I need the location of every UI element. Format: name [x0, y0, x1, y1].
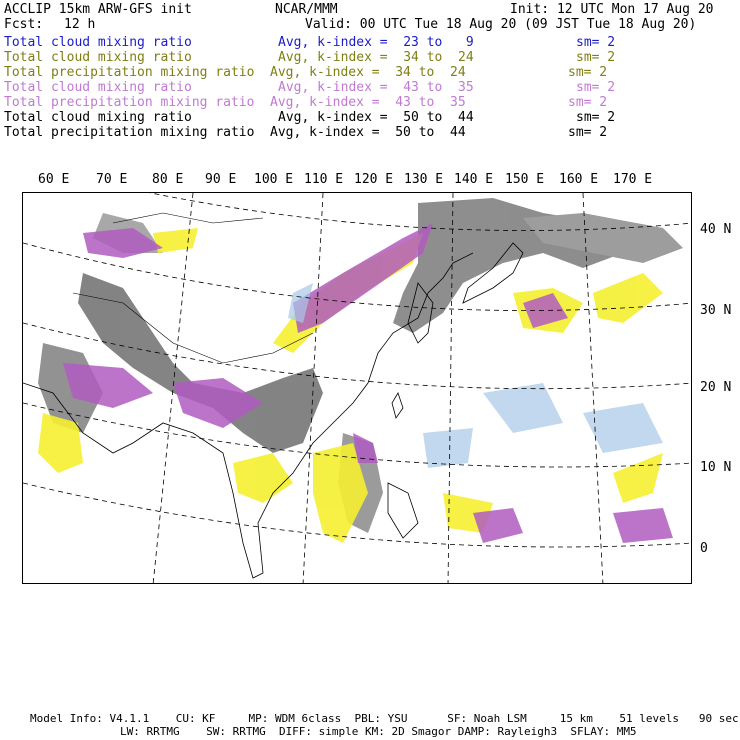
center-title: NCAR/MMM: [275, 2, 338, 17]
philippines-coastline: [388, 483, 418, 538]
lat-label: 0: [700, 541, 708, 556]
legend-avg: Avg, k-index = 23 to 9: [278, 35, 474, 50]
cloud-region: [233, 453, 293, 503]
lon-label: 120 E: [354, 172, 394, 187]
map-panel: [22, 192, 692, 584]
fcst-value: 12 h: [64, 17, 96, 32]
legend-field: Total precipitation mixing ratio: [4, 65, 255, 80]
footer-physics-info: LW: RRTMG SW: RRTMG DIFF: simple KM: 2D Smagor DAMP: Rayleigh3 SFLAY: MM5: [120, 725, 637, 738]
lon-label: 160 E: [559, 172, 599, 187]
legend-field: Total precipitation mixing ratio: [4, 125, 255, 140]
lat-label: 40 N: [700, 222, 732, 237]
legend-field: Total cloud mixing ratio: [4, 50, 192, 65]
footer-model-info: Model Info: V4.1.1 CU: KF MP: WDM 6class PBL: YSU SF: Noah LSM 15 km 51 levels 90 sec: [30, 712, 739, 725]
fcst-label: Fcst:: [4, 17, 44, 32]
valid-time: Valid: 00 UTC Tue 18 Aug 20 (09 JST Tue 18 Aug 20): [305, 17, 697, 32]
cloud-region: [153, 228, 198, 253]
lon-label: 70 E: [96, 172, 128, 187]
lat-label: 30 N: [700, 303, 732, 318]
legend-sm: sm= 2: [568, 95, 608, 110]
cloud-region: [613, 508, 673, 543]
lat-label: 10 N: [700, 460, 732, 475]
legend-sm: sm= 2: [576, 50, 616, 65]
init-time: Init: 12 UTC Mon 17 Aug 20: [510, 2, 714, 17]
lon-label: 80 E: [152, 172, 184, 187]
lon-label: 130 E: [404, 172, 444, 187]
lon-label: 100 E: [254, 172, 294, 187]
legend-avg: Avg, k-index = 43 to 35: [270, 95, 466, 110]
legend-avg: Avg, k-index = 34 to 24: [278, 50, 474, 65]
lon-label: 150 E: [505, 172, 545, 187]
lon-label: 140 E: [454, 172, 494, 187]
map-svg: [23, 193, 692, 584]
legend-sm: sm= 2: [568, 65, 608, 80]
legend-field: Total cloud mixing ratio: [4, 35, 192, 50]
legend-sm: sm= 2: [576, 35, 616, 50]
model-title: ACCLIP 15km ARW-GFS init: [4, 2, 192, 17]
lon-label: 110 E: [304, 172, 344, 187]
taiwan-coastline: [392, 393, 403, 418]
legend-field: Total cloud mixing ratio: [4, 110, 192, 125]
legend-sm: sm= 2: [576, 110, 616, 125]
lat-label: 20 N: [700, 380, 732, 395]
legend-field: Total precipitation mixing ratio: [4, 95, 255, 110]
legend-sm: sm= 2: [568, 125, 608, 140]
cloud-region: [473, 508, 523, 543]
legend-field: Total cloud mixing ratio: [4, 80, 192, 95]
legend-avg: Avg, k-index = 50 to 44: [270, 125, 466, 140]
legend-sm: sm= 2: [576, 80, 616, 95]
cloud-region: [78, 273, 323, 453]
legend-avg: Avg, k-index = 34 to 24: [270, 65, 466, 80]
lon-label: 90 E: [205, 172, 237, 187]
lon-label: 60 E: [38, 172, 70, 187]
cloud-region: [423, 428, 473, 468]
lon-label: 170 E: [613, 172, 653, 187]
legend-avg: Avg, k-index = 43 to 35: [278, 80, 474, 95]
legend-avg: Avg, k-index = 50 to 44: [278, 110, 474, 125]
cloud-region: [613, 453, 663, 503]
cloud-region: [83, 228, 163, 258]
cloud-region: [483, 383, 563, 433]
cloud-region: [593, 273, 663, 323]
